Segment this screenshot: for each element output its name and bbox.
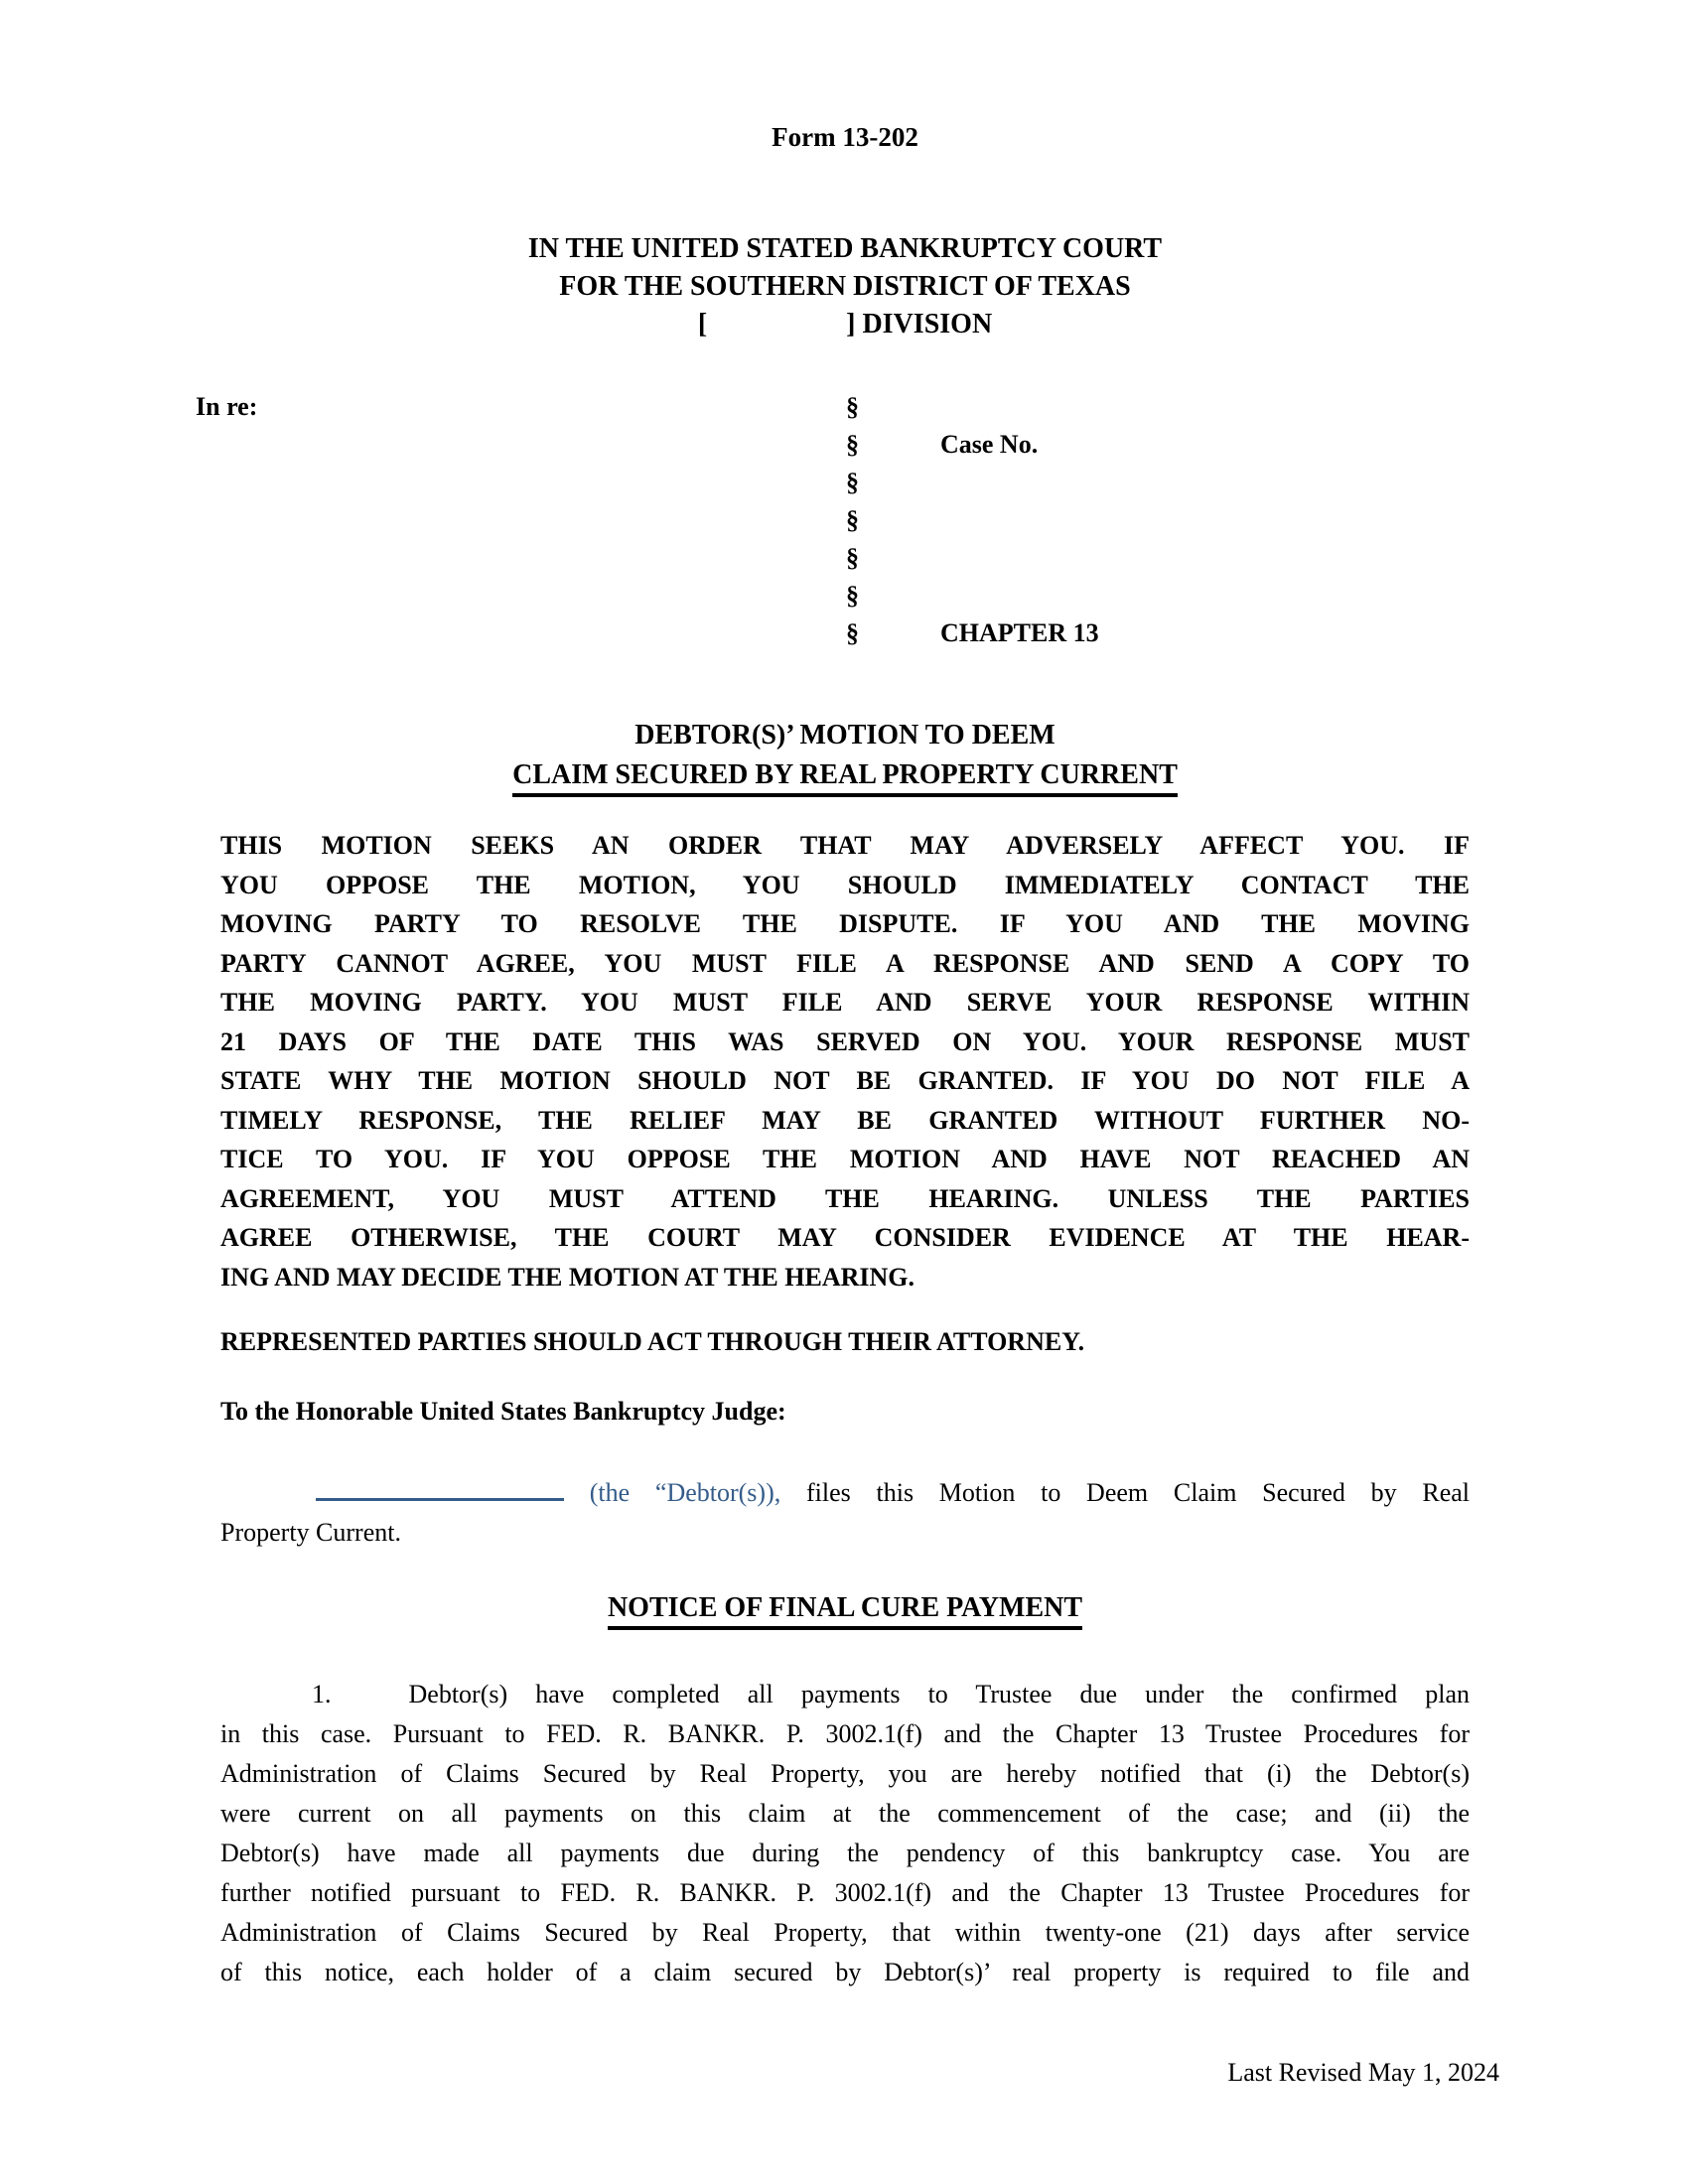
paragraph-line: further notified pursuant to FED. R. BANKR. P. 3002.1(f) and the Chapter 13 Trustee Procedures for — [220, 1878, 1470, 1907]
warning-line: PARTY CANNOT AGREE, YOU MUST FILE A RESPONSE AND SEND A COPY TO — [220, 948, 1470, 978]
section-symbol: § — [846, 543, 859, 572]
case-caption — [196, 388, 1470, 652]
debtor-blue-text: (the “Debtor(s)), — [589, 1478, 781, 1507]
section-symbol: § — [846, 618, 859, 647]
court-heading-line-1: IN THE UNITED STATED BANKRUPTCY COURT — [527, 233, 1163, 264]
paragraph-line: 1. Debtor(s) have completed all payments to Trustee due under the confirmed plan — [312, 1680, 1470, 1708]
paragraph-1 — [220, 1675, 1470, 1992]
warning-line: THIS MOTION SEEKS AN ORDER THAT MAY ADVERSELY AFFECT YOU. IF — [220, 831, 1470, 860]
warning-line: YOU OPPOSE THE MOTION, YOU SHOULD IMMEDIATELY CONTACT THE — [220, 870, 1470, 899]
motion-title-underlined-text: CLAIM SECURED BY REAL PROPERTY CURRENT — [512, 759, 1178, 797]
warning-line: TIMELY RESPONSE, THE RELIEF MAY BE GRANTED WITHOUT FURTHER NO- — [220, 1105, 1470, 1135]
debtor-paragraph-line-2: Property Current. — [220, 1518, 401, 1547]
caption-row — [196, 501, 1470, 539]
warning-line: AGREE OTHERWISE, THE COURT MAY CONSIDER EVIDENCE AT THE HEAR- — [220, 1223, 1470, 1252]
warning-line: AGREEMENT, YOU MUST ATTEND THE HEARING. UNLESS THE PARTIES — [220, 1183, 1470, 1213]
caption-row — [196, 388, 1470, 426]
represented-parties-line: REPRESENTED PARTIES SHOULD ACT THROUGH THEIR ATTORNEY. — [220, 1327, 1085, 1356]
caption-row — [196, 577, 1470, 614]
debtor-paragraph — [220, 1473, 1470, 1553]
motion-title-line-1: DEBTOR(S)’ MOTION TO DEEM — [634, 720, 1055, 751]
warning-line: MOVING PARTY TO RESOLVE THE DISPUTE. IF YOU AND THE MOVING — [220, 909, 1470, 938]
section-symbol: § — [846, 430, 859, 459]
debtor-name-blank — [316, 1498, 564, 1501]
case-no-label: Case No. — [940, 430, 1039, 459]
paragraph-line: Administration of Claims Secured by Real Property, that within twenty-one (21) days after service — [220, 1918, 1470, 1947]
warning-line: THE MOVING PARTY. YOU MUST FILE AND SERVE YOUR RESPONSE WITHIN — [220, 988, 1470, 1017]
warning-line: ING AND MAY DECIDE THE MOTION AT THE HEARING. — [220, 1262, 915, 1292]
debtor-paragraph-text: files this Motion to Deem Claim Secured by Real — [806, 1478, 1471, 1507]
paragraph-line: Debtor(s) have made all payments due during the pendency of this bankruptcy case. You are — [220, 1839, 1470, 1867]
court-heading — [220, 230, 1470, 343]
paragraph-line: Administration of Claims Secured by Real Property, you are hereby notified that (i) the Debtor(s) — [220, 1759, 1470, 1788]
section-symbol: § — [846, 468, 859, 496]
section-symbol: § — [846, 581, 859, 610]
warning-line: STATE WHY THE MOTION SHOULD NOT BE GRANTED. IF YOU DO NOT FILE A — [220, 1066, 1470, 1095]
form-number: Form 13-202 — [772, 122, 918, 152]
chapter-13-label: CHAPTER 13 — [940, 618, 1099, 647]
caption-row — [196, 614, 1470, 652]
section-symbol: § — [846, 505, 859, 534]
motion-title-line-2 — [220, 755, 1470, 795]
notice-heading-underlined-text: NOTICE OF FINAL CURE PAYMENT — [608, 1592, 1082, 1630]
caption-row — [196, 426, 1470, 464]
revision-footer: Last Revised May 1, 2024 — [1227, 2058, 1499, 2087]
motion-title — [220, 716, 1470, 795]
section-symbol: § — [846, 392, 859, 421]
paragraph-line: were current on all payments on this claim at the commencement of the case; and (ii) the — [220, 1799, 1470, 1828]
caption-row — [196, 464, 1470, 501]
notice-heading — [220, 1589, 1470, 1627]
court-heading-line-2: FOR THE SOUTHERN DISTRICT OF TEXAS — [559, 271, 1131, 302]
warning-line: TICE TO YOU. IF YOU OPPOSE THE MOTION AND HAVE NOT REACHED AN — [220, 1145, 1470, 1173]
caption-row — [196, 539, 1470, 577]
debtor-paragraph-line-1 — [220, 1473, 1470, 1513]
division-line: [ ] DIVISION — [697, 309, 993, 340]
paragraph-line: of this notice, each holder of a claim secured by Debtor(s)’ real property is required to file and — [220, 1958, 1470, 1986]
warning-block — [220, 826, 1470, 1297]
warning-line: 21 DAYS OF THE DATE THIS WAS SERVED ON YOU. YOUR RESPONSE MUST — [220, 1026, 1470, 1056]
salutation-line: To the Honorable United States Bankruptcy Judge: — [220, 1397, 786, 1426]
paragraph-line: in this case. Pursuant to FED. R. BANKR. P. 3002.1(f) and the Chapter 13 Trustee Procedures for — [220, 1719, 1470, 1748]
in-re-label: In re: — [196, 392, 258, 421]
